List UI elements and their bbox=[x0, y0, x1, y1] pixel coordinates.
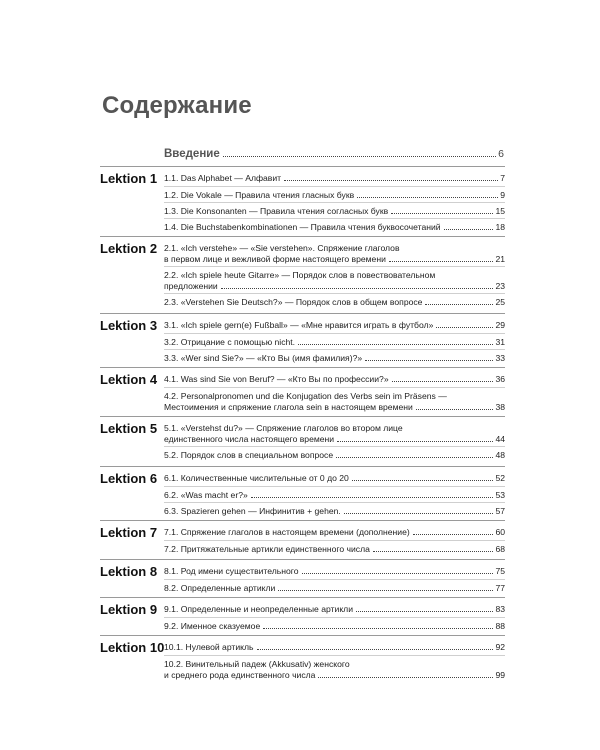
entry-title-line: 10.1. Нулевой артикль bbox=[164, 642, 254, 652]
page-number: 21 bbox=[495, 254, 505, 264]
toc-entry[interactable] bbox=[164, 506, 505, 517]
leader-dots bbox=[365, 360, 493, 361]
entry-title-line: 4.2. Personalpronomen und die Konjugation des Verbs sein im Präsens — bbox=[164, 391, 447, 401]
toc-entry[interactable] bbox=[164, 320, 505, 331]
page-number: 57 bbox=[495, 506, 505, 516]
toc-entry[interactable] bbox=[164, 659, 505, 681]
page-number: 99 bbox=[495, 670, 505, 680]
toc-entry[interactable] bbox=[164, 544, 505, 555]
entry-title-line: 3.1. «Ich spiele gern(e) Fußball» — «Мне нравится играть в футбол» bbox=[164, 320, 434, 330]
lesson-heading: Lektion 7 bbox=[100, 525, 158, 540]
leader-dots bbox=[436, 327, 493, 328]
toc-intro-entry[interactable] bbox=[164, 148, 504, 160]
page-number: 9 bbox=[500, 190, 505, 200]
entry-title-line: 7.1. Спряжение глаголов в настоящем времени (дополнение) bbox=[164, 527, 410, 537]
toc-entry[interactable] bbox=[164, 206, 505, 217]
leader-dots bbox=[373, 551, 494, 552]
entry-separator bbox=[164, 218, 505, 219]
toc-entry[interactable] bbox=[164, 270, 505, 292]
entry-separator bbox=[164, 502, 505, 503]
toc-entry[interactable] bbox=[164, 566, 505, 577]
lesson-divider bbox=[100, 166, 505, 167]
entry-title-line: 3.2. Отрицание с помощью nicht. bbox=[164, 337, 296, 347]
entry-title-line: 2.1. «Ich verstehe» — «Sie verstehen». Спряжение глаголов bbox=[164, 243, 400, 253]
entry-title-line: 9.1. Определенные и неопределенные артикли bbox=[164, 604, 353, 614]
entry-title-line: 1.2. Die Vokale — Правила чтения гласных букв bbox=[164, 190, 355, 200]
page-number: 92 bbox=[495, 642, 505, 652]
toc-entry[interactable] bbox=[164, 391, 505, 413]
leader-dots bbox=[298, 344, 493, 345]
lesson-heading: Lektion 3 bbox=[100, 318, 158, 333]
toc-entry[interactable] bbox=[164, 583, 505, 594]
entry-separator bbox=[164, 266, 505, 267]
page-title: Содержание bbox=[102, 92, 252, 119]
toc-entry[interactable] bbox=[164, 353, 505, 364]
toc-entry[interactable] bbox=[164, 374, 505, 385]
toc-entry[interactable] bbox=[164, 621, 505, 632]
toc-entry[interactable] bbox=[164, 642, 505, 653]
page-number: 48 bbox=[495, 450, 505, 460]
lesson-heading: Lektion 10 bbox=[100, 640, 165, 655]
leader-dots bbox=[391, 213, 493, 214]
toc-entry[interactable] bbox=[164, 190, 505, 201]
entry-separator bbox=[164, 387, 505, 388]
entry-title-line: 9.2. Именное сказуемое bbox=[164, 621, 261, 631]
lesson-divider bbox=[100, 416, 505, 417]
lesson-divider bbox=[100, 236, 505, 237]
entry-title-line: 1.3. Die Konsonanten — Правила чтения согласных букв bbox=[164, 206, 389, 216]
leader-dots bbox=[392, 381, 494, 382]
leader-dots bbox=[337, 441, 493, 442]
page-number: 29 bbox=[495, 320, 505, 330]
entry-separator bbox=[164, 202, 505, 203]
leader-dots bbox=[444, 229, 494, 230]
leader-dots bbox=[302, 573, 494, 574]
entry-title-line: 1.1. Das Alphabet — Алфавит bbox=[164, 173, 282, 183]
entry-separator bbox=[164, 655, 505, 656]
entry-title-line: 6.1. Количественные числительные от 0 до 20 bbox=[164, 473, 349, 483]
page-number: 38 bbox=[495, 402, 505, 412]
leader-dots bbox=[416, 409, 494, 410]
entry-title-line: 8.2. Определенные артикли bbox=[164, 583, 276, 593]
entry-separator bbox=[164, 349, 505, 350]
leader-dots bbox=[344, 513, 494, 514]
entry-title-line: предложении bbox=[164, 281, 218, 291]
lesson-heading: Lektion 9 bbox=[100, 602, 158, 617]
leader-dots bbox=[223, 156, 496, 157]
entry-title-line: 5.2. Порядок слов в специальном вопросе bbox=[164, 450, 334, 460]
intro-label: Введение bbox=[164, 148, 220, 160]
page-number: 44 bbox=[495, 434, 505, 444]
leader-dots bbox=[336, 457, 493, 458]
toc-entry[interactable] bbox=[164, 243, 505, 265]
entry-title-line: 3.3. «Wer sind Sie?» — «Кто Вы (имя фамилия)?» bbox=[164, 353, 363, 363]
page-number: 7 bbox=[500, 173, 505, 183]
lesson-divider bbox=[100, 520, 505, 521]
leader-dots bbox=[257, 649, 494, 650]
page-number: 52 bbox=[495, 473, 505, 483]
page-number: 36 bbox=[495, 374, 505, 384]
page-number: 18 bbox=[495, 222, 505, 232]
toc-entry[interactable] bbox=[164, 527, 505, 538]
toc-entry[interactable] bbox=[164, 297, 505, 308]
entry-title-line: и среднего рода единственного числа bbox=[164, 670, 316, 680]
entry-separator bbox=[164, 333, 505, 334]
page-number: 6 bbox=[498, 148, 504, 160]
lesson-heading: Lektion 8 bbox=[100, 564, 158, 579]
toc-entry[interactable] bbox=[164, 604, 505, 615]
entry-separator bbox=[164, 486, 505, 487]
lesson-heading: Lektion 4 bbox=[100, 372, 158, 387]
page-number: 68 bbox=[495, 544, 505, 554]
leader-dots bbox=[251, 497, 494, 498]
leader-dots bbox=[356, 611, 493, 612]
leader-dots bbox=[425, 304, 493, 305]
page-number: 88 bbox=[495, 621, 505, 631]
lesson-divider bbox=[100, 559, 505, 560]
entry-title-line: 6.3. Spazieren gehen — Инфинитив + gehen. bbox=[164, 506, 341, 516]
toc-entry[interactable] bbox=[164, 450, 505, 461]
leader-dots bbox=[352, 480, 494, 481]
toc-entry[interactable] bbox=[164, 473, 505, 484]
lesson-divider bbox=[100, 313, 505, 314]
lesson-divider bbox=[100, 597, 505, 598]
leader-dots bbox=[278, 590, 493, 591]
entry-title-line: 6.2. «Was macht er?» bbox=[164, 490, 248, 500]
entry-title-line: единственного числа настоящего времени bbox=[164, 434, 335, 444]
lesson-divider bbox=[100, 466, 505, 467]
leader-dots bbox=[389, 261, 494, 262]
entry-separator bbox=[164, 579, 505, 580]
page-number: 83 bbox=[495, 604, 505, 614]
page-number: 25 bbox=[495, 297, 505, 307]
lesson-heading: Lektion 1 bbox=[100, 171, 158, 186]
entry-title-line: 8.1. Род имени существительного bbox=[164, 566, 299, 576]
entry-separator bbox=[164, 617, 505, 618]
entry-title-line: 5.1. «Verstehst du?» — Спряжение глаголов во втором лице bbox=[164, 423, 403, 433]
toc-entry[interactable] bbox=[164, 423, 505, 445]
entry-title-line: 1.4. Die Buchstabenkombinationen — Правила чтения буквосочетаний bbox=[164, 222, 441, 232]
page-number: 33 bbox=[495, 353, 505, 363]
page-number: 15 bbox=[495, 206, 505, 216]
entry-title-line: 7.2. Притяжательные артикли единственного числа bbox=[164, 544, 370, 554]
leader-dots bbox=[318, 677, 493, 678]
leader-dots bbox=[413, 534, 494, 535]
entry-title-line: в первом лице и вежливой форме настоящего времени bbox=[164, 254, 386, 264]
page-number: 31 bbox=[495, 337, 505, 347]
lesson-heading: Lektion 2 bbox=[100, 241, 158, 256]
leader-dots bbox=[221, 288, 494, 289]
entry-title-line: 2.3. «Verstehen Sie Deutsch?» — Порядок слов в общем вопросе bbox=[164, 297, 423, 307]
lesson-heading: Lektion 6 bbox=[100, 471, 158, 486]
entry-separator bbox=[164, 446, 505, 447]
entry-title-line: 10.2. Винительный падеж (Akkusativ) женского bbox=[164, 659, 350, 669]
leader-dots bbox=[263, 628, 493, 629]
page-number: 53 bbox=[495, 490, 505, 500]
page-number: 23 bbox=[495, 281, 505, 291]
lesson-heading: Lektion 5 bbox=[100, 421, 158, 436]
page-number: 75 bbox=[495, 566, 505, 576]
page-number: 77 bbox=[495, 583, 505, 593]
lesson-divider bbox=[100, 635, 505, 636]
lesson-divider bbox=[100, 367, 505, 368]
entry-separator bbox=[164, 293, 505, 294]
entry-separator bbox=[164, 186, 505, 187]
entry-title-line: 2.2. «Ich spiele heute Gitarre» — Порядок слов в повествовательном bbox=[164, 270, 436, 280]
entry-title-line: Местоимения и спряжение глагола sein в настоящем времени bbox=[164, 402, 413, 412]
leader-dots bbox=[357, 197, 498, 198]
leader-dots bbox=[284, 180, 498, 181]
toc-entry[interactable] bbox=[164, 222, 505, 233]
entry-separator bbox=[164, 540, 505, 541]
toc-entry[interactable] bbox=[164, 490, 505, 501]
toc-entry[interactable] bbox=[164, 173, 505, 184]
entry-title-line: 4.1. Was sind Sie von Beruf? — «Кто Вы по профессии?» bbox=[164, 374, 389, 384]
toc-entry[interactable] bbox=[164, 337, 505, 348]
page-number: 60 bbox=[495, 527, 505, 537]
